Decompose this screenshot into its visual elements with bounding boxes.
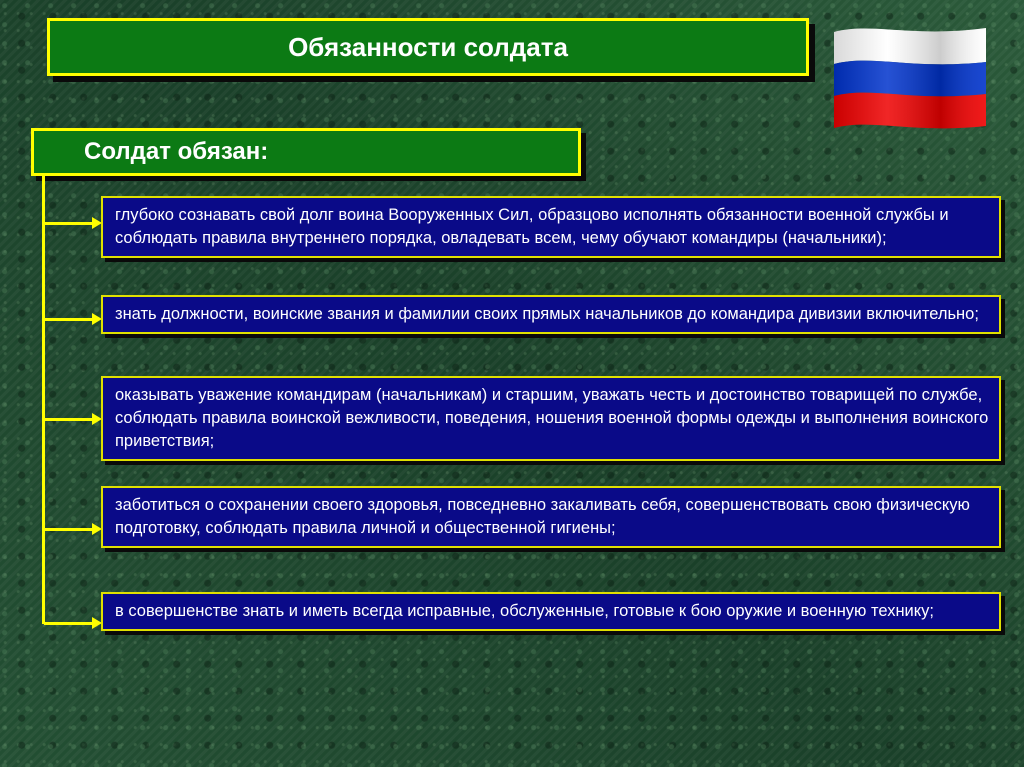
russian-flag-icon xyxy=(832,24,988,132)
connector-arrow-icon xyxy=(44,622,94,625)
connector-arrow-icon xyxy=(44,318,94,321)
list-item: в совершенстве знать и иметь всегда исправные, обслуженные, готовые к бою оружие и военную технику; xyxy=(101,592,1001,631)
list-item: оказывать уважение командирам (начальникам) и старшим, уважать честь и достоинство товарищей по службе, соблюдать правила воинской вежливости, поведения, ношения военной формы одежды и выполнения воинского приветствия; xyxy=(101,376,1001,461)
connector-arrow-icon xyxy=(44,222,94,225)
tree-trunk-line xyxy=(42,176,45,624)
subtitle: Солдат обязан: xyxy=(84,138,269,165)
list-item: заботиться о сохранении своего здоровья, повседневно закаливать себя, совершенствовать свою физическую подготовку, соблюдать правила личной и общественной гигиены; xyxy=(101,486,1001,548)
list-item: глубоко сознавать свой долг воина Вооруженных Сил, образцово исполнять обязанности военной службы и соблюдать правила внутреннего порядка, овладевать всем, чему обучают командиры (начальники); xyxy=(101,196,1001,258)
page-title: Обязанности солдата xyxy=(288,31,568,62)
connector-arrow-icon xyxy=(44,528,94,531)
subtitle-banner xyxy=(31,128,581,176)
title-banner xyxy=(47,18,809,76)
connector-arrow-icon xyxy=(44,418,94,421)
list-item: знать должности, воинские звания и фамилии своих прямых начальников до командира дивизии включительно; xyxy=(101,295,1001,334)
